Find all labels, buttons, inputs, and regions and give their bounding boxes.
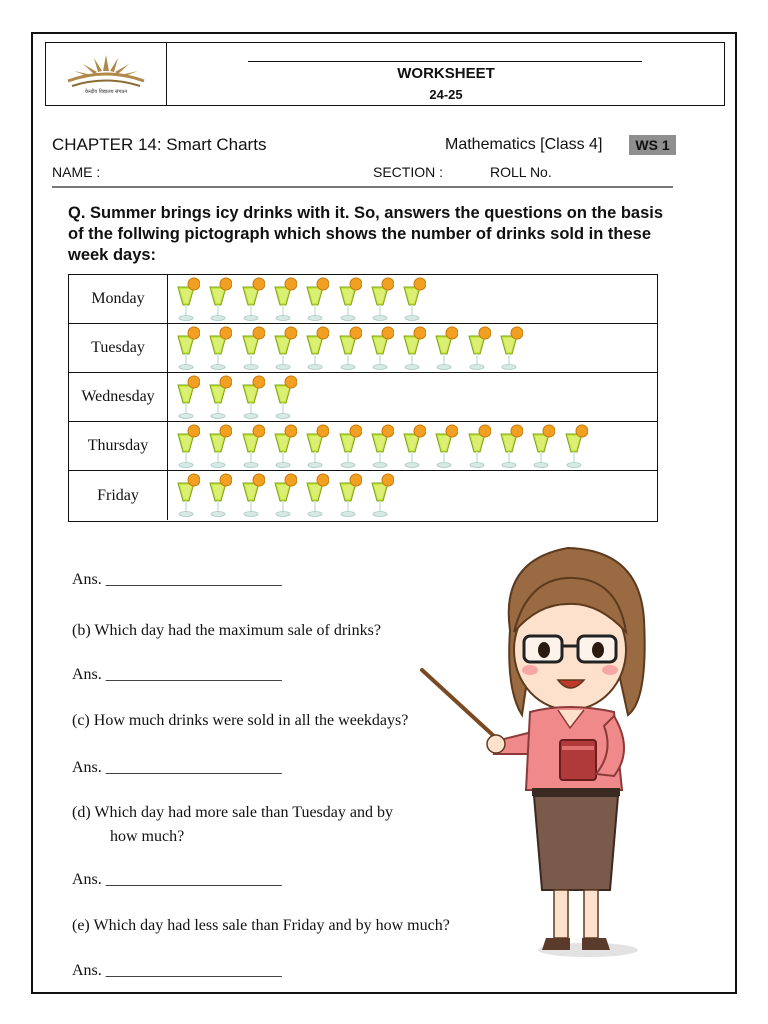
logo-caption: केन्द्रीय विद्यालय संगठन [84, 89, 128, 95]
chapter-title: CHAPTER 14: Smart Charts [52, 135, 267, 154]
juice-glass-icon [241, 473, 265, 519]
juice-glass-icon [273, 375, 297, 421]
pictograph-row [69, 422, 657, 471]
juice-glass-icon [208, 326, 232, 372]
pictograph-row [69, 373, 657, 422]
pictograph-row [69, 324, 657, 373]
juice-glass-icon [434, 424, 458, 470]
question-e: (e) Which day had less sale than Friday and by how much? [72, 917, 450, 934]
juice-glass-icon [305, 473, 329, 519]
juice-glass-icon [467, 326, 491, 372]
juice-glass-icon [241, 277, 265, 323]
juice-glass-icon [176, 375, 200, 421]
question-c: (c) How much drinks were sold in all the weekdays? [72, 712, 409, 729]
juice-glass-icon [370, 277, 394, 323]
juice-glass-icon [305, 424, 329, 470]
day-label: Monday [69, 275, 168, 323]
name-label: NAME : [52, 164, 101, 180]
worksheet-title: WORKSHEET [397, 65, 495, 82]
subject-label: Mathematics [Class 4] [445, 136, 603, 153]
juice-glass-icon [241, 326, 265, 372]
juice-glass-icon [338, 424, 362, 470]
emblem-logo [60, 49, 152, 89]
logo-cell [46, 43, 167, 105]
juice-glass-icon [208, 424, 232, 470]
section-label: SECTION : [373, 164, 444, 180]
question-d-line2: how much? [110, 828, 185, 845]
juice-glass-icon [499, 424, 523, 470]
juice-glass-icon [370, 424, 394, 470]
answer-line-d[interactable]: Ans. ______________________ [72, 871, 282, 888]
juice-glass-icon [176, 424, 200, 470]
teacher-illustration [418, 540, 658, 960]
day-label: Thursday [69, 422, 168, 470]
juice-glass-icon [467, 424, 491, 470]
juice-glass-icon [273, 277, 297, 323]
juice-glass-icon [305, 326, 329, 372]
pictograph-row [69, 275, 657, 324]
juice-glass-icon [273, 326, 297, 372]
juice-glass-icon [402, 326, 426, 372]
juice-glass-icon [208, 277, 232, 323]
juice-glass-icon [531, 424, 555, 470]
question-text: Q. Summer brings icy drinks with it. So, answers the questions on the basis of the follwing pictograph which shows the number of drinks sold in these week days: [68, 204, 664, 264]
answer-line-e[interactable]: Ans. ______________________ [72, 962, 282, 979]
juice-glass-icon [273, 473, 297, 519]
worksheet-header [45, 42, 725, 106]
juice-glass-icon [499, 326, 523, 372]
juice-glass-icon [208, 473, 232, 519]
title-rule [248, 61, 642, 62]
juice-glass-icon [241, 424, 265, 470]
juice-glass-icon [273, 424, 297, 470]
juice-glass-icon [402, 424, 426, 470]
juice-glass-icon [564, 424, 588, 470]
day-label: Wednesday [69, 373, 168, 421]
juice-glass-icon [208, 375, 232, 421]
question-d-line1: (d) Which day had more sale than Tuesday and by [72, 804, 393, 821]
day-label: Friday [69, 471, 168, 520]
answer-line-a[interactable]: Ans. ______________________ [72, 571, 282, 588]
juice-glass-icon [402, 277, 426, 323]
juice-glass-icon [176, 473, 200, 519]
juice-glass-icon [370, 326, 394, 372]
juice-glass-icon [338, 277, 362, 323]
juice-glass-icon [338, 326, 362, 372]
question-b: (b) Which day had the maximum sale of drinks? [72, 622, 381, 639]
juice-glass-icon [338, 473, 362, 519]
roll-label: ROLL No. [490, 164, 552, 180]
pictograph-table [68, 274, 658, 522]
pictograph-row [69, 471, 657, 520]
student-info-row [52, 164, 673, 188]
juice-glass-icon [434, 326, 458, 372]
juice-glass-icon [370, 473, 394, 519]
answer-line-b[interactable]: Ans. ______________________ [72, 666, 282, 683]
juice-glass-icon [176, 277, 200, 323]
ws-badge: WS 1 [629, 135, 676, 155]
answer-line-c[interactable]: Ans. ______________________ [72, 759, 282, 776]
juice-glass-icon [305, 277, 329, 323]
juice-glass-icon [176, 326, 200, 372]
juice-glass-icon [241, 375, 265, 421]
day-label: Tuesday [69, 324, 168, 372]
worksheet-year: 24-25 [429, 87, 463, 102]
